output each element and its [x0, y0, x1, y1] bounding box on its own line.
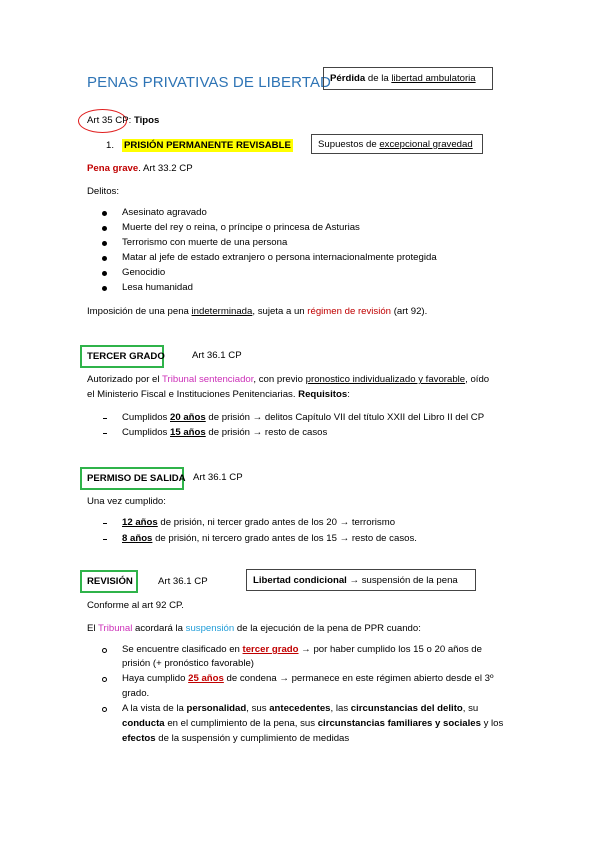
definition-underlined: libertad ambulatoria: [391, 73, 476, 84]
revision-box: REVISIÓN: [80, 570, 138, 593]
pena-grave-line: Pena grave. Art 33.2 CP: [87, 163, 193, 174]
art35-line: Art 35 CP: Tipos: [87, 115, 160, 126]
list-item: Muerte del rey o reina, o príncipe o princesa de Asturias: [122, 222, 360, 233]
bullet-dot: [102, 241, 107, 246]
ppr-heading: PRISIÓN PERMANENTE REVISABLE: [124, 140, 291, 151]
list-item: A la vista de la personalidad, sus antecedentes, las circunstancias del delito, su: [122, 703, 479, 714]
permiso-intro: Una vez cumplido:: [87, 496, 166, 507]
circle-marker: [102, 648, 107, 653]
page-title: PENAS PRIVATIVAS DE LIBERTAD: [87, 74, 331, 91]
definition-mid: de la: [365, 73, 392, 84]
definition-box: [323, 67, 493, 90]
list-item-continuation: grado.: [122, 688, 150, 699]
list-item: Haya cumplido 25 años de condena → permanece en este régimen abierto desde el 3º: [122, 673, 494, 684]
dash-marker: [103, 523, 107, 524]
list-item: 8 años de prisión, ni tercero grado antes de los 15 → resto de casos.: [122, 533, 417, 544]
list-item: Genocidio: [122, 267, 166, 278]
list-item: Cumplidos 15 años de prisión → resto de casos: [122, 427, 328, 438]
dash-marker: [103, 418, 107, 419]
permiso-salida-art: Art 36.1 CP: [193, 472, 243, 483]
bullet-dot: [102, 286, 107, 291]
tercer-grado-box: TERCER GRADO: [80, 345, 164, 368]
list-item: Se encuentre clasificado en tercer grado → por haber cumplido los 15 o 20 años de: [122, 644, 482, 655]
dash-marker: [103, 433, 107, 434]
bullet-dot: [102, 271, 107, 276]
list-item: Matar al jefe de estado extranjero o persona internacionalmente protegida: [122, 252, 437, 263]
ppr-box: Supuestos de excepcional gravedad: [311, 134, 483, 154]
tercer-grado-art: Art 36.1 CP: [192, 350, 242, 361]
list-item-continuation: efectos de la suspensión y cumplimiento de medidas: [122, 733, 350, 744]
dash-marker: [103, 539, 107, 540]
revision-art: Art 36.1 CP: [158, 576, 208, 587]
tipos-label: Tipos: [133, 115, 160, 126]
bullet-dot: [102, 226, 107, 231]
delitos-label: Delitos:: [87, 186, 119, 197]
circle-marker: [102, 677, 107, 682]
tribunal-line: El Tribunal acordará la suspensión de la ejecución de la pena de PPR cuando:: [87, 623, 421, 634]
list-item: Cumplidos 20 años de prisión → delitos Capítulo VII del título XXII del Libro II del CP: [122, 412, 485, 423]
list-item: Terrorismo con muerte de una persona: [122, 237, 288, 248]
ppr-number: 1.: [106, 140, 115, 151]
list-item-continuation: prisión (+ pronóstico favorable): [122, 658, 254, 669]
definition-bold: Pérdida: [330, 73, 366, 84]
list-item-continuation: conducta en el cumplimiento de la pena, sus circunstancias familiares y sociales y los: [122, 718, 504, 729]
conforme-line: Conforme al art 92 CP.: [87, 600, 184, 611]
tercer-line-2: el Ministerio Fiscal e Instituciones Penitenciarias. Requisitos:: [87, 389, 350, 400]
permiso-salida-box: PERMISO DE SALIDA: [80, 467, 184, 490]
list-item: Lesa humanidad: [122, 282, 193, 293]
circle-marker: [102, 707, 107, 712]
list-item: Asesinato agravado: [122, 207, 207, 218]
bullet-dot: [102, 211, 107, 216]
imposicion-paragraph: Imposición de una pena indeterminada, sujeta a un régimen de revisión (art 92).: [87, 306, 428, 317]
bullet-dot: [102, 256, 107, 261]
pena-grave: Pena grave: [87, 163, 139, 174]
art35-ref: Art 35 CP: [87, 115, 129, 126]
tercer-line-1: Autorizado por el Tribunal sentenciador, con previo pronostico individualizado y favorable, oído: [87, 374, 490, 385]
libertad-condicional-box: Libertad condicional → suspensión de la pena: [246, 569, 476, 591]
list-item: 12 años de prisión, ni tercer grado antes de los 20 → terrorismo: [122, 517, 396, 528]
